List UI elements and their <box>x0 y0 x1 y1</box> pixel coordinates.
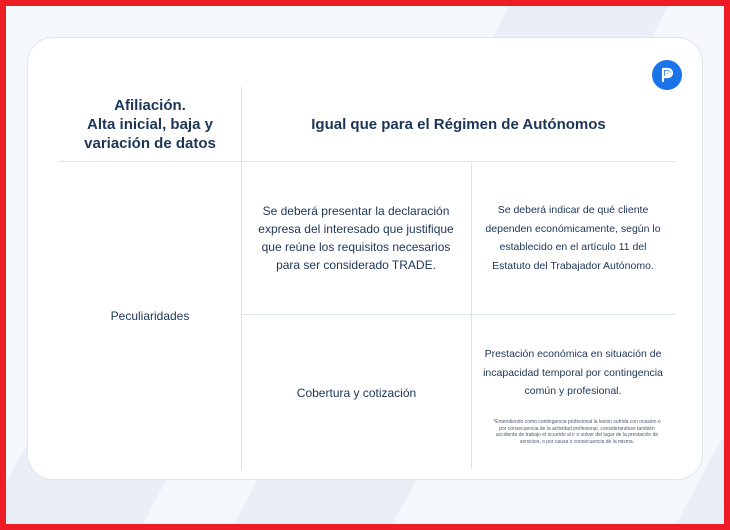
cell-prestacion: Prestación económica en situación de incapacidad temporal por contingencia común y profesional. <box>483 348 663 398</box>
column-divider <box>471 161 472 470</box>
cell-declaracion: Se deberá presentar la declaración expresa del interesado que justifique que reúne los requisitos necesarios para ser considerado TRADE. <box>258 204 454 272</box>
cell-cobertura: Cobertura y cotización <box>296 385 417 400</box>
background-frame <box>6 6 724 524</box>
header-afiliacion: Afiliación. Alta inicial, baja y variación de datos <box>84 96 216 152</box>
p-brand-icon <box>652 60 682 90</box>
row-label-peculiaridades: Peculiaridades <box>110 309 190 323</box>
header-regimen: Igual que para el Régimen de Autónomos <box>311 115 606 133</box>
info-card <box>27 37 703 480</box>
footnote: *Entendiendo como contingencia profesional la lesión sufrida con ocasión o por consecuencia de la actividad profesional, considerándose también accidente de trabajo el ocurrido al ir o volver del lugar de la prestación de servicios, o por causa o consecuencia de la misma. <box>493 419 661 445</box>
cell-dependencia: Se deberá indicar de qué cliente dependen económicamente, según lo establecido en el artículo 11 del Estatuto del Trabajador Autónomo. <box>485 204 661 272</box>
